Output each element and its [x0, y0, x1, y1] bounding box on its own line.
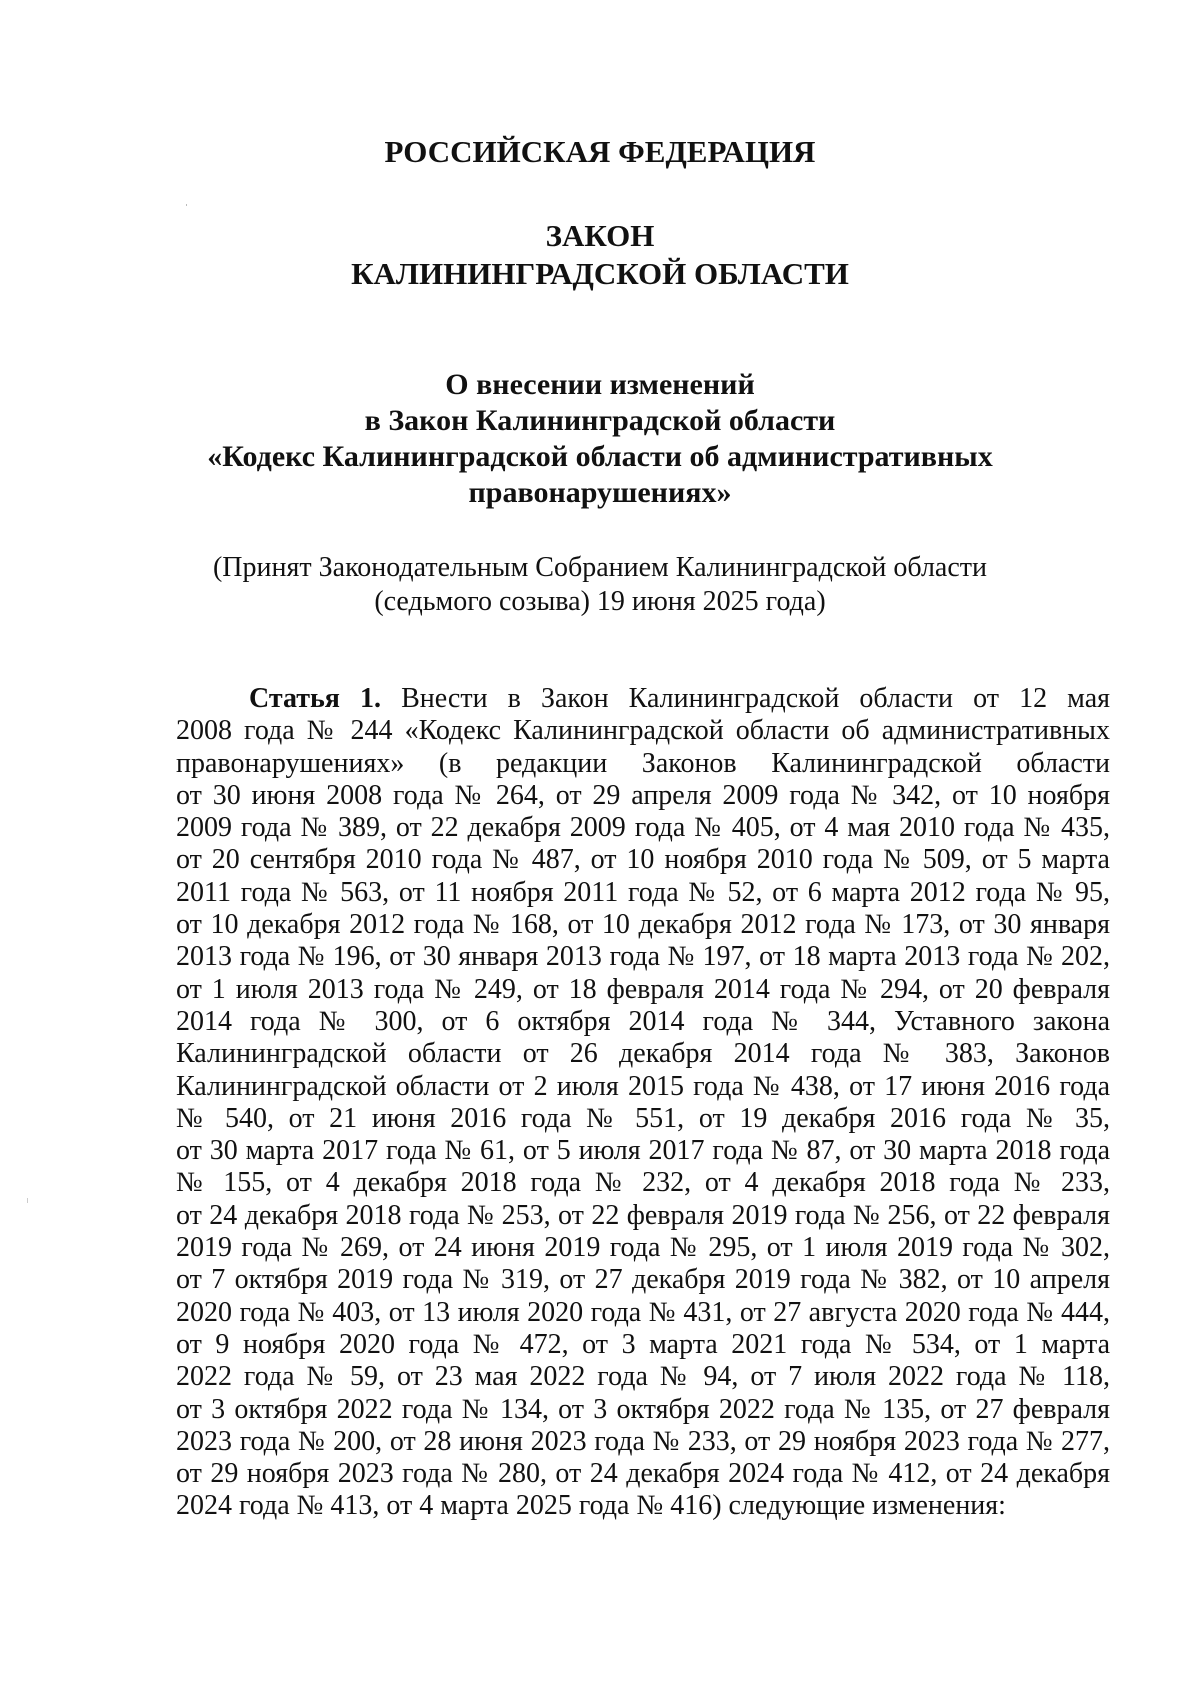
article-line: 2019 года № 269, от 24 июня 2019 года № 295, от 1 июля 2019 года № 302, [176, 1232, 1110, 1264]
scan-speck [186, 204, 187, 206]
adoption-note-line: (седьмого созыва) 19 июня 2025 года) [374, 586, 826, 617]
article-line: № 155, от 4 декабря 2018 года № 232, от 4 декабря 2018 года № 233, [176, 1167, 1110, 1199]
law-title-line: в Закон Калининградской области [364, 404, 836, 437]
article-line: № 540, от 21 июня 2016 года № 551, от 19 декабря 2016 года № 35, [176, 1102, 1110, 1134]
law-title-line: правонарушениях» [468, 476, 732, 509]
article-line: 2009 года № 389, от 22 декабря 2009 года № 405, от 4 мая 2010 года № 435, [176, 812, 1110, 844]
article-text: Внести в Закон Калининградской области от 12 мая [401, 683, 1110, 714]
law-title [0, 367, 1200, 511]
article-line: Калининградской области от 2 июля 2015 года № 438, от 17 июня 2016 года [176, 1070, 1110, 1102]
article-line: от 20 сентября 2010 года № 487, от 10 ноября 2010 года № 509, от 5 марта [176, 844, 1110, 876]
article-line: от 3 октября 2022 года № 134, от 3 октября 2022 года № 135, от 27 февраля [176, 1393, 1110, 1425]
article-line: 2013 года № 196, от 30 января 2013 года № 197, от 18 марта 2013 года № 202, [176, 941, 1110, 973]
article-1 [176, 683, 1110, 1523]
article-line: от 30 марта 2017 года № 61, от 5 июля 2017 года № 87, от 30 марта 2018 года [176, 1135, 1110, 1167]
adoption-note-line: (Принят Законодательным Собранием Калининградской области [212, 552, 988, 583]
article-line: 2023 года № 200, от 28 июня 2023 года № 233, от 29 ноября 2023 года № 277, [176, 1425, 1110, 1457]
article-line: от 10 декабря 2012 года № 168, от 10 декабря 2012 года № 173, от 30 января [176, 909, 1110, 941]
article-line: 2022 года № 59, от 23 мая 2022 года № 94, от 7 июля 2022 года № 118, [176, 1361, 1110, 1393]
law-title-line: О внесении изменений [445, 368, 755, 401]
article-line: от 9 ноября 2020 года № 472, от 3 марта 2021 года № 534, от 1 марта [176, 1328, 1110, 1360]
scan-speck [27, 1198, 28, 1203]
adoption-note [0, 551, 1200, 619]
law-title-line: «Кодекс Калининградской области об административных [207, 440, 993, 473]
region-heading: КАЛИНИНГРАДСКОЙ ОБЛАСТИ [351, 256, 849, 291]
article-line: 2024 года № 413, от 4 марта 2025 года № 416) следующие изменения: [176, 1490, 1006, 1522]
article-line: 2014 года № 300, от 6 октября 2014 года № 344, Уставного закона [176, 1005, 1110, 1037]
article-line: от 29 ноября 2023 года № 280, от 24 декабря 2024 года № 412, от 24 декабря [176, 1458, 1110, 1490]
article-label: Статья 1. [249, 683, 382, 714]
article-line: Калининградской области от 26 декабря 2014 года № 383, Законов [176, 1038, 1110, 1070]
law-heading: ЗАКОН [545, 218, 655, 253]
article-line: от 1 июля 2013 года № 249, от 18 февраля 2014 года № 294, от 20 февраля [176, 973, 1110, 1005]
article-line: правонарушениях» (в редакции Законов Калининградской области [176, 747, 1110, 779]
article-line: 2020 года № 403, от 13 июля 2020 года № 431, от 27 августа 2020 года № 444, [176, 1296, 1110, 1328]
article-line: от 24 декабря 2018 года № 253, от 22 февраля 2019 года № 256, от 22 февраля [176, 1199, 1110, 1231]
federation-heading: РОССИЙСКАЯ ФЕДЕРАЦИЯ [384, 134, 816, 169]
article-line: от 30 июня 2008 года № 264, от 29 апреля 2009 года № 342, от 10 ноября [176, 779, 1110, 811]
article-line [176, 683, 1110, 715]
article-line: от 7 октября 2019 года № 319, от 27 декабря 2019 года № 382, от 10 апреля [176, 1264, 1110, 1296]
article-line: 2011 года № 563, от 11 ноября 2011 года № 52, от 6 марта 2012 года № 95, [176, 876, 1110, 908]
article-line: 2008 года № 244 «Кодекс Калининградской области об административных [176, 715, 1110, 747]
